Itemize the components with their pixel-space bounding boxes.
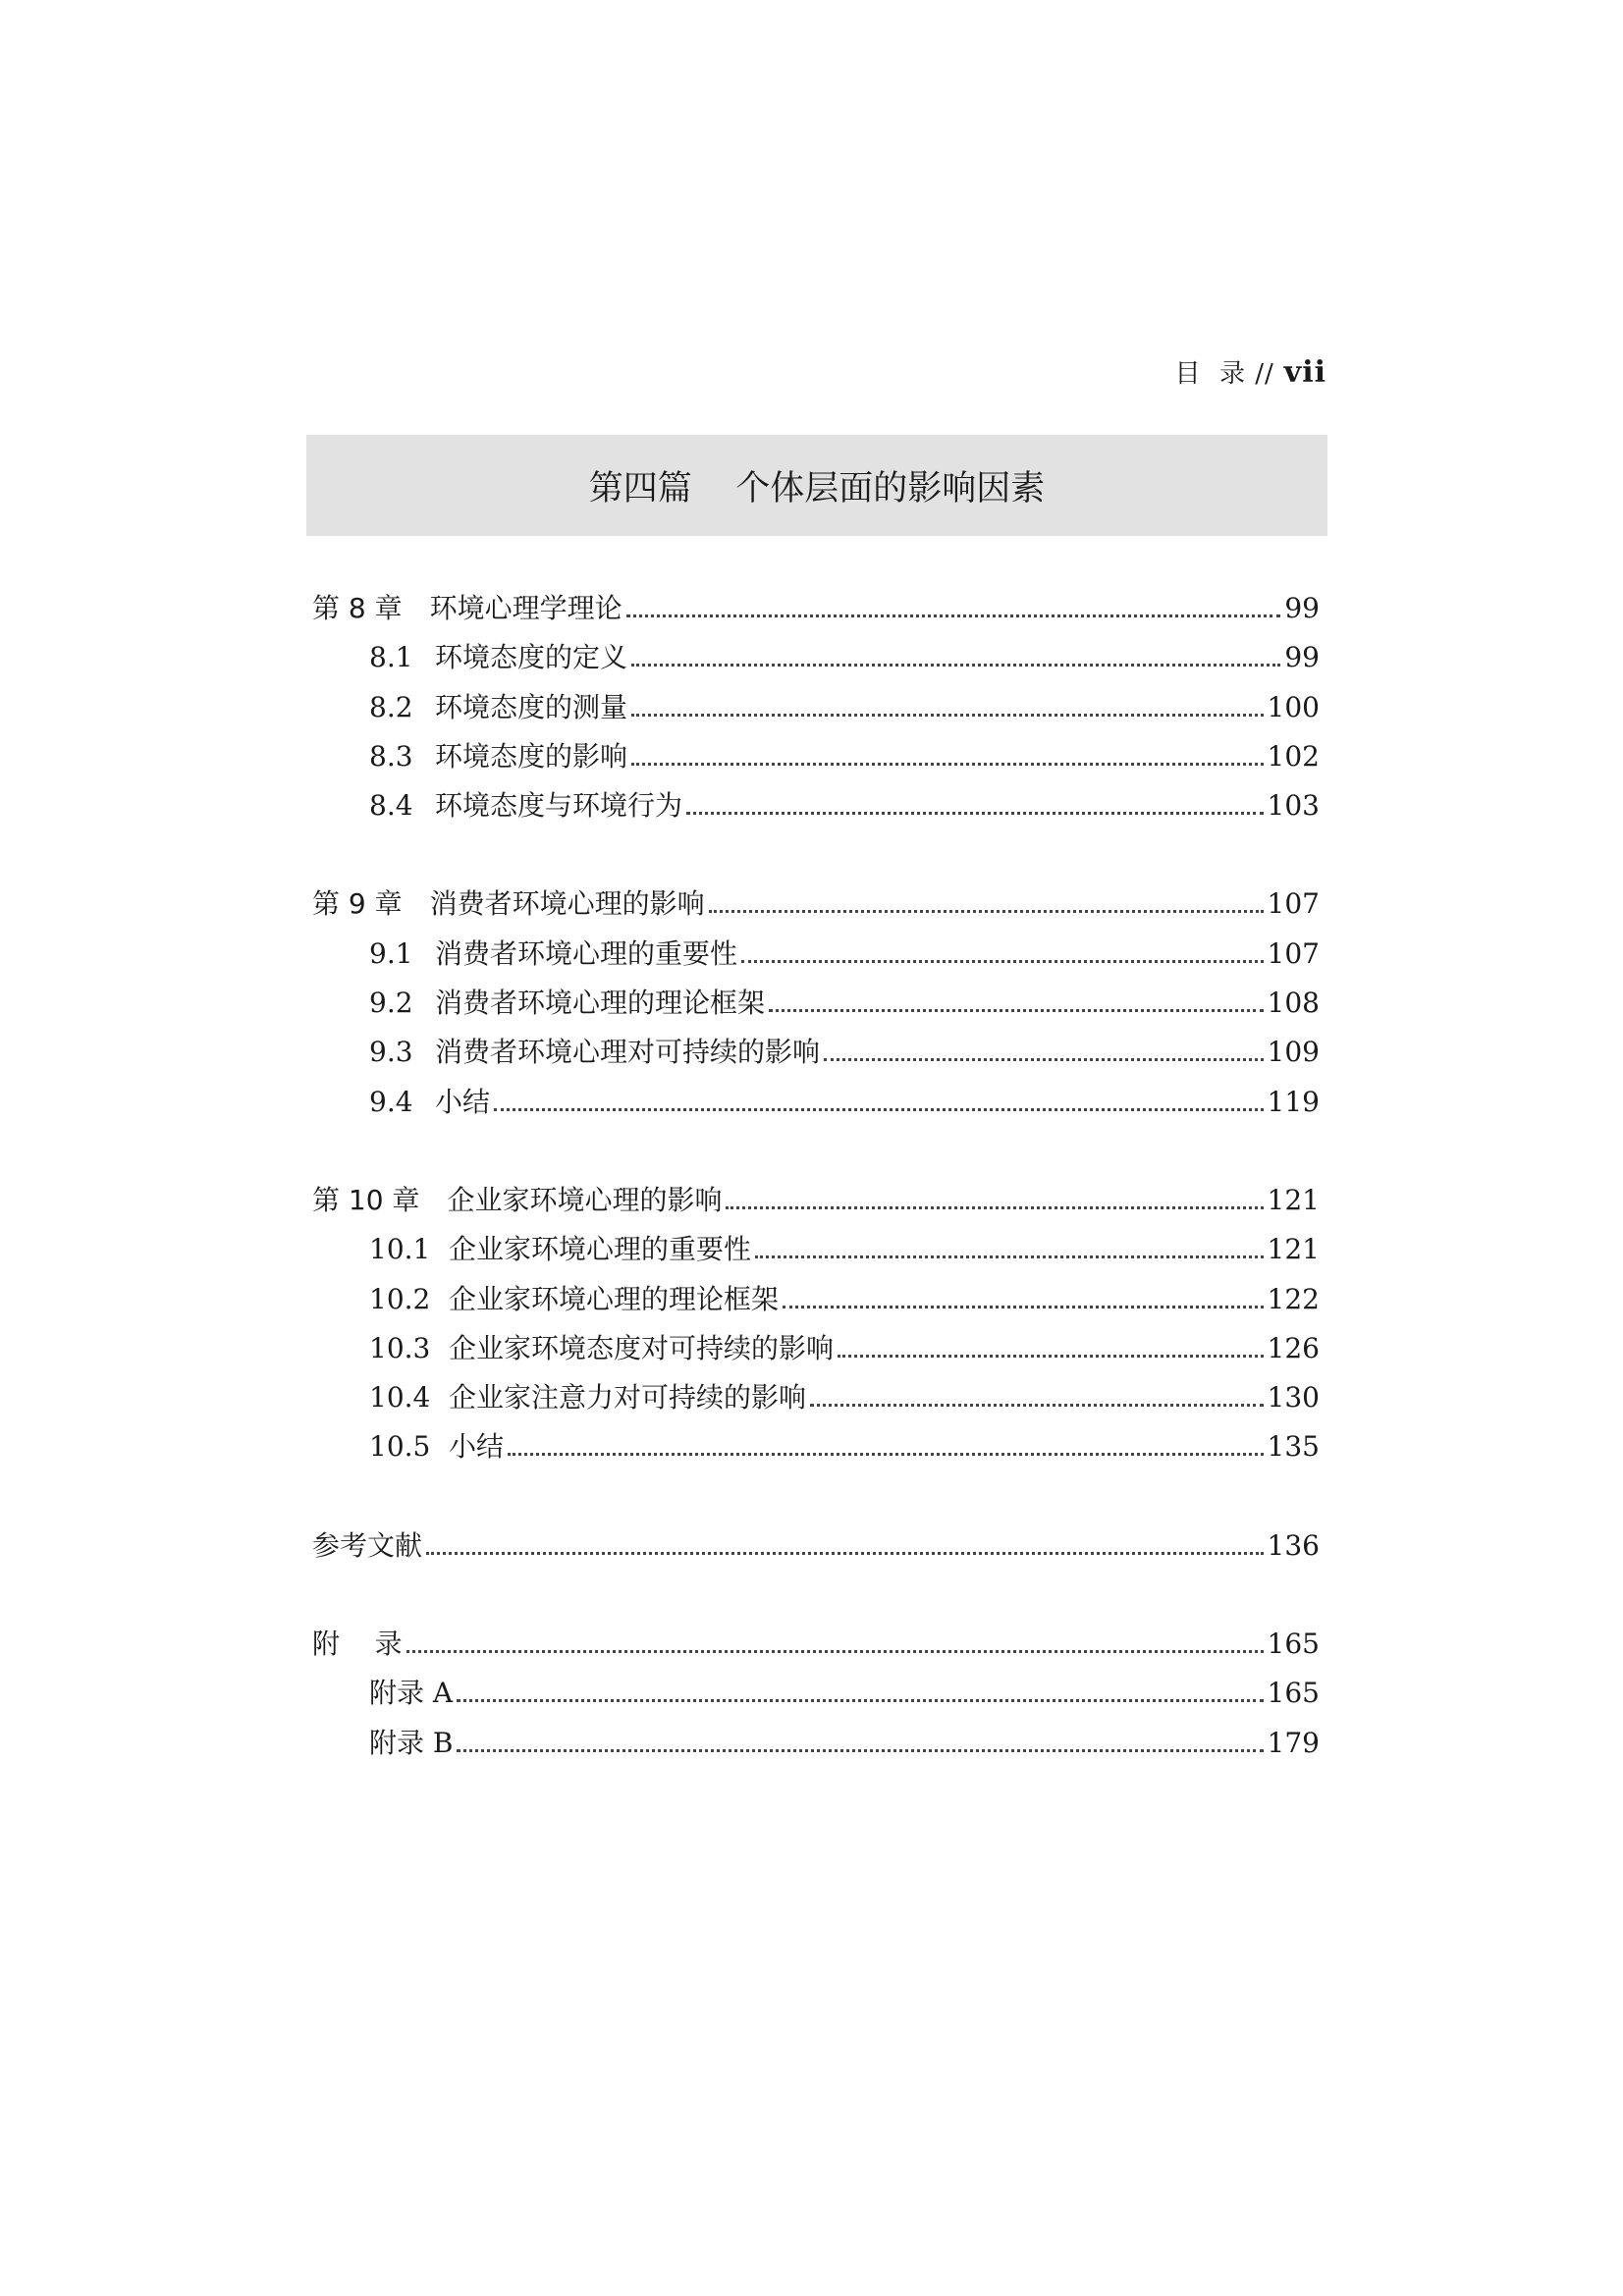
section-page: 179 [1267, 1726, 1320, 1759]
dot-leader [626, 614, 1281, 617]
section-page: 108 [1267, 987, 1320, 1020]
section-title: 消费者环境心理对可持续的影响 [435, 1036, 821, 1069]
section-page: 121 [1267, 1233, 1320, 1266]
references-title: 参考文献 [312, 1528, 423, 1562]
section-title: 环境态度与环境行为 [435, 789, 683, 823]
toc-chapter-entry[interactable] [312, 587, 1320, 636]
dot-leader [631, 664, 1280, 667]
dot-leader [709, 910, 1264, 913]
page-number: vii [1283, 355, 1326, 390]
section-number: 10.4 [369, 1381, 431, 1415]
dot-leader [824, 1058, 1264, 1061]
section-page: 109 [1267, 1036, 1320, 1069]
chapter-title: 环境心理学理论 [429, 592, 622, 624]
section-page: 126 [1267, 1331, 1320, 1364]
header-label: 目 录 // [1174, 359, 1274, 389]
dot-leader [769, 1009, 1264, 1012]
running-header [1174, 353, 1326, 390]
chapter-title: 企业家环境心理的影响 [447, 1183, 723, 1216]
dot-leader [426, 1552, 1264, 1555]
dot-leader [741, 960, 1264, 963]
dot-leader [508, 1453, 1264, 1456]
section-page: 102 [1267, 739, 1320, 773]
section-number: 10.2 [369, 1282, 431, 1315]
toc-section-entry[interactable] [312, 1278, 1320, 1327]
section-number: 9.4 [369, 1085, 413, 1118]
dot-leader [457, 1749, 1263, 1752]
section-number: 8.1 [369, 641, 413, 674]
dot-leader [726, 1206, 1263, 1209]
toc-section-entry[interactable] [312, 1031, 1320, 1080]
dot-leader [783, 1306, 1264, 1308]
section-title: 环境态度的影响 [435, 739, 628, 773]
dot-leader [457, 1699, 1263, 1702]
chapter-page: 107 [1267, 887, 1320, 921]
dot-leader [631, 763, 1264, 766]
chapter-number: 第 9 章 [312, 887, 403, 921]
section-page: 119 [1267, 1085, 1320, 1118]
section-title: 小结 [435, 1085, 491, 1118]
dot-leader [755, 1255, 1264, 1258]
section-page: 165 [1267, 1677, 1320, 1710]
toc-section-entry[interactable] [312, 933, 1320, 982]
section-page: 122 [1267, 1282, 1320, 1315]
toc-section-entry[interactable] [312, 1081, 1320, 1130]
table-of-contents [312, 587, 1320, 1820]
chapter-page: 99 [1284, 592, 1320, 624]
toc-section-entry[interactable] [312, 982, 1320, 1031]
section-page: 103 [1267, 789, 1320, 823]
section-number: 9.1 [369, 936, 413, 970]
toc-appendix-entry[interactable] [312, 1623, 1320, 1672]
toc-chapter-entry[interactable] [312, 1179, 1320, 1228]
dot-leader [494, 1108, 1264, 1111]
section-title: 企业家环境态度对可持续的影响 [449, 1331, 835, 1364]
toc-appendix-section-entry[interactable] [312, 1672, 1320, 1721]
dot-leader [686, 812, 1264, 815]
section-title: 消费者环境心理的重要性 [435, 936, 738, 970]
chapter-page: 121 [1267, 1183, 1320, 1216]
section-page: 130 [1267, 1381, 1320, 1415]
toc-group-references [312, 1524, 1320, 1574]
section-number: 10.1 [369, 1233, 431, 1266]
appendix-title: 附 录 [312, 1628, 403, 1661]
toc-section-entry[interactable] [312, 1327, 1320, 1376]
toc-section-entry[interactable] [312, 1228, 1320, 1277]
toc-section-entry[interactable] [312, 735, 1320, 784]
section-page: 99 [1284, 641, 1320, 674]
toc-section-entry[interactable] [312, 1425, 1320, 1474]
section-title: 附录 A [369, 1677, 454, 1710]
part-title-banner [306, 435, 1327, 536]
section-number: 8.3 [369, 739, 413, 773]
toc-group-appendix [312, 1623, 1320, 1771]
section-title: 企业家注意力对可持续的影响 [449, 1381, 807, 1415]
section-title: 企业家环境心理的重要性 [449, 1233, 752, 1266]
section-title: 小结 [449, 1430, 505, 1464]
section-number: 8.4 [369, 789, 413, 823]
toc-section-entry[interactable] [312, 636, 1320, 685]
toc-group-chapter-8 [312, 587, 1320, 833]
toc-section-entry[interactable] [312, 1376, 1320, 1425]
toc-section-entry[interactable] [312, 686, 1320, 735]
dot-leader [406, 1650, 1264, 1653]
dot-leader [838, 1355, 1264, 1358]
toc-chapter-entry[interactable] [312, 882, 1320, 932]
toc-appendix-section-entry[interactable] [312, 1722, 1320, 1771]
toc-section-entry[interactable] [312, 784, 1320, 833]
chapter-title: 消费者环境心理的影响 [429, 887, 705, 921]
section-number: 10.5 [369, 1430, 431, 1464]
section-title: 环境态度的定义 [435, 641, 628, 674]
chapter-number: 第 10 章 [312, 1183, 420, 1216]
part-title: 第四篇 个体层面的影响因素 [588, 468, 1046, 508]
toc-references-entry[interactable] [312, 1524, 1320, 1574]
section-title: 附录 B [369, 1726, 454, 1759]
toc-group-chapter-10 [312, 1179, 1320, 1475]
section-page: 100 [1267, 690, 1320, 723]
toc-group-chapter-9 [312, 882, 1320, 1129]
section-page: 135 [1267, 1430, 1320, 1464]
references-page: 136 [1267, 1528, 1320, 1562]
section-number: 9.3 [369, 1036, 413, 1069]
section-title: 环境态度的测量 [435, 690, 628, 723]
dot-leader [810, 1404, 1264, 1407]
dot-leader [631, 714, 1264, 717]
section-number: 8.2 [369, 690, 413, 723]
chapter-number: 第 8 章 [312, 592, 403, 624]
section-number: 9.2 [369, 987, 413, 1020]
section-page: 107 [1267, 936, 1320, 970]
section-title: 消费者环境心理的理论框架 [435, 987, 766, 1020]
appendix-page: 165 [1267, 1628, 1320, 1661]
section-title: 企业家环境心理的理论框架 [449, 1282, 780, 1315]
section-number: 10.3 [369, 1331, 431, 1364]
